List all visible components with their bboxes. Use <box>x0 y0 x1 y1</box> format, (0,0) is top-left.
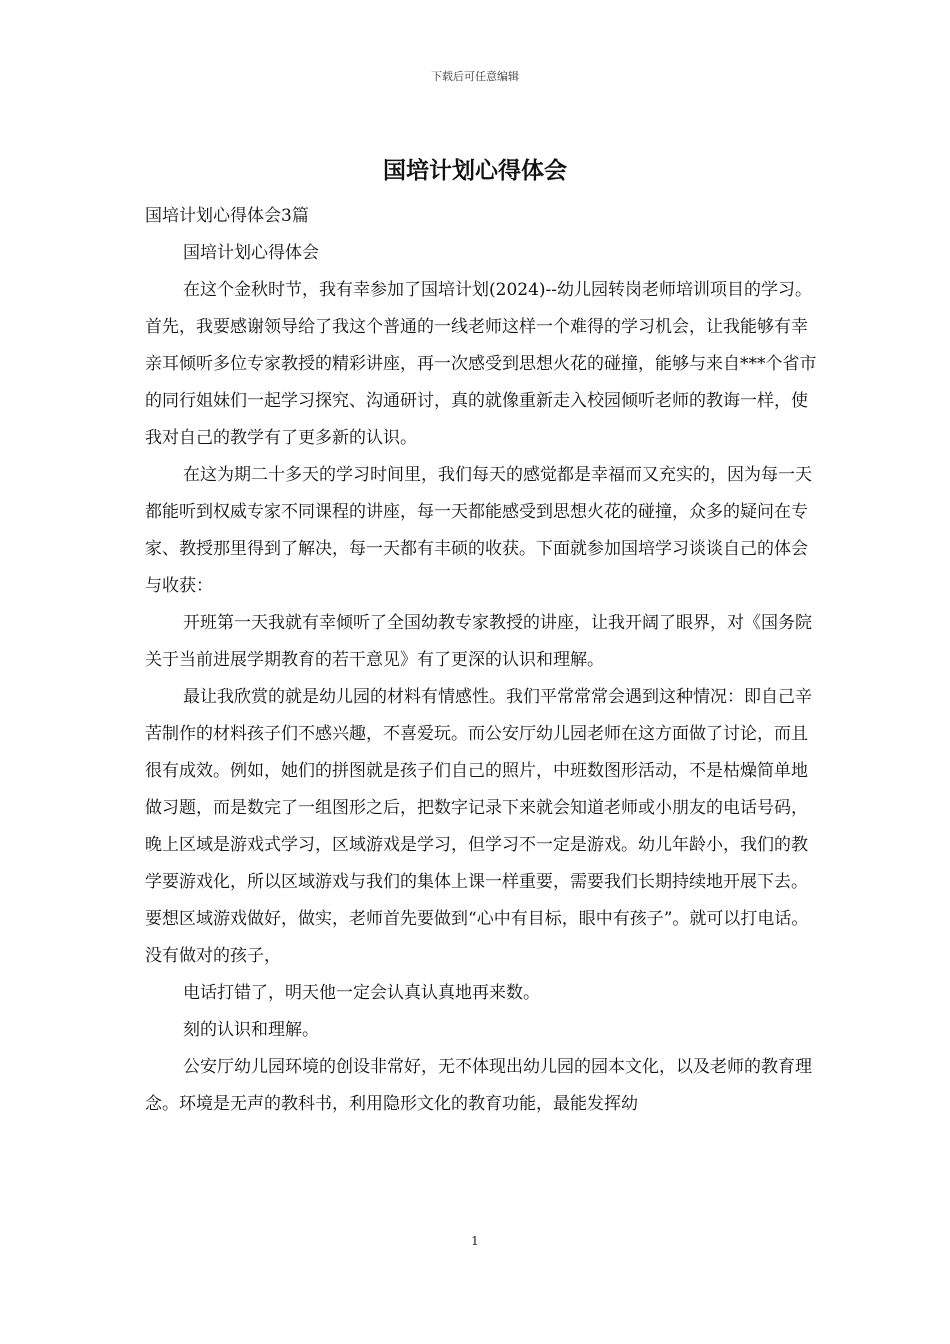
paragraph-6: 刻的认识和理解。 <box>183 1020 319 1040</box>
paragraph-3: 开班第一天我就有幸倾听了全国幼教专家教授的讲座，让我开阔了眼界，对《国务院关于当前进展学期教育的若干意见》有了更深的认识和理解。 <box>145 613 812 670</box>
page-number: 1 <box>471 1234 479 1248</box>
paragraph-1: 在这个金秋时节，我有幸参加了国培计划(2024)--幼儿园转岗老师培训项目的学习。首先，我要感谢领导给了我这个普通的一线老师这样一个难得的学习机会，让我能够有幸亲耳倾听多位专家教授的精彩讲座，再一次感受到思想火花的碰撞，能够与来自***个省市的同行姐妹们一起学习探究、沟通研讨，真的就像重新走入校园倾听老师的教诲一样，使我对自己的教学有了更多新的认识。 <box>145 280 817 448</box>
section-heading: 国培计划心得体会 <box>183 243 319 263</box>
document-subtitle: 国培计划心得体会3篇 <box>145 206 309 226</box>
page-header-note: 下载后可任意编辑 <box>431 70 519 83</box>
paragraph-2: 在这为期二十多天的学习时间里，我们每天的感觉都是幸福而又充实的，因为每一天都能听到权威专家不同课程的讲座，每一天都能感受到思想火花的碰撞，众多的疑问在专家、教授那里得到了解决，每一天都有丰硕的收获。下面就参加国培学习谈谈自己的体会与收获： <box>145 465 812 596</box>
paragraph-4: 最让我欣赏的就是幼儿园的材料有情感性。我们平常常常会遇到这种情况：即自己辛苦制作的材料孩子们不感兴趣，不喜爱玩。而公安厅幼儿园老师在这方面做了讨论，而且很有成效。例如，她们的拼图就是孩子们自己的照片，中班数图形活动，不是枯燥简单地做习题，而是数完了一组图形之后，把数字记录下来就会知道老师或小朋友的电话号码，晚上区域是游戏式学习，区域游戏是学习，但学习不一定是游戏。幼儿年龄小，我们的教学要游戏化，所以区域游戏与我们的集体上课一样重要，需要我们长期持续地开展下去。要想区域游戏做好，做实，老师首先要做到“心中有目标，眼中有孩子”。就可以打电话。没有做对的孩子， <box>145 687 812 966</box>
paragraph-7: 公安厅幼儿园环境的创设非常好，无不体现出幼儿园的园本文化，以及老师的教育理念。环境是无声的教科书，利用隐形文化的教育功能，最能发挥幼 <box>145 1057 812 1114</box>
document-body <box>145 198 820 1123</box>
document-title: 国培计划心得体会 <box>383 157 567 184</box>
paragraph-5: 电话打错了，明天他一定会认真认真地再来数。 <box>183 983 540 1003</box>
